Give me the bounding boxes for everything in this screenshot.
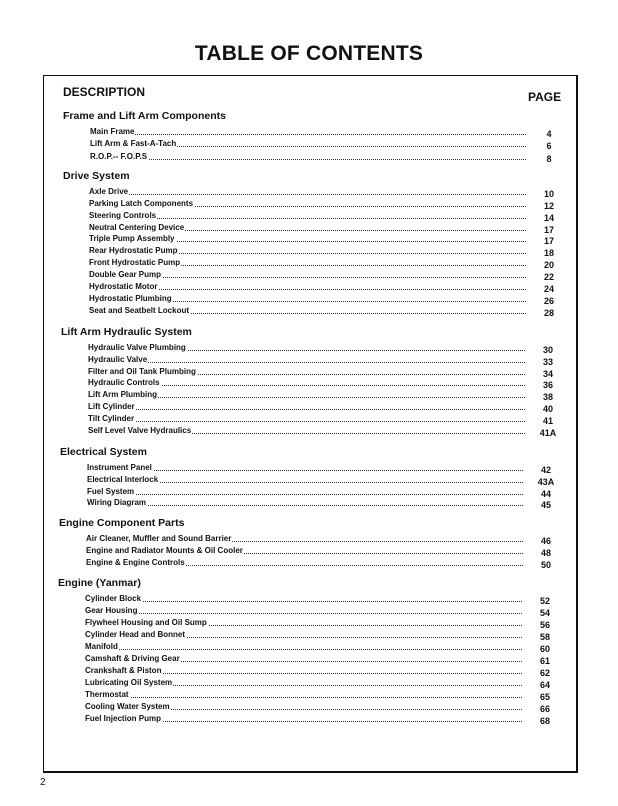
toc-entry [89, 269, 526, 281]
toc-entry [89, 305, 526, 317]
entry-page-number: 58 [539, 631, 550, 642]
toc-entry [88, 389, 525, 401]
entry-page-cell [534, 260, 564, 272]
entry-label: Hydraulic Controls [88, 378, 160, 388]
entry-page-cell [534, 141, 564, 153]
dot-leader [90, 134, 526, 135]
entry-page-number: 34 [542, 368, 553, 379]
section-title: Engine (Yanmar) [58, 577, 141, 589]
entry-label: Lift Arm Plumbing [88, 390, 158, 400]
entry-label: Camshaft & Driving Gear [85, 653, 180, 663]
entry-page-cell [531, 548, 561, 560]
entry-page-cell [530, 716, 560, 728]
toc-entry [89, 293, 526, 305]
entry-page-number: 42 [540, 465, 551, 475]
entry-page-number: 62 [539, 667, 550, 678]
entry-label: Cylinder Head and Bonnet [85, 629, 186, 639]
toc-entry [85, 593, 522, 605]
dot-leader [87, 494, 523, 495]
entry-page-number: 60 [539, 643, 550, 654]
toc-entry [85, 689, 522, 701]
entry-page-cell [533, 357, 563, 369]
entry-page-number: 38 [542, 392, 553, 403]
entry-label: Self Level Valve Hydraulics [88, 425, 192, 435]
entry-page-number: 61 [539, 655, 550, 666]
entry-page-cell [531, 500, 561, 512]
entry-label: Hydrostatic Motor [89, 281, 158, 291]
entry-page-cell [533, 416, 563, 428]
entry-page-cell [530, 644, 560, 656]
entry-label: Front Hydrostatic Pump [89, 258, 181, 268]
entry-label: Lift Arm & Fast-A-Tach [90, 139, 177, 149]
entry-label: Hydraulic Valve [88, 354, 148, 364]
entry-label: Lift Cylinder [88, 402, 135, 411]
section-title: Lift Arm Hydraulic System [61, 326, 192, 338]
entry-label: Fuel System [87, 486, 135, 496]
entry-page-number: 36 [542, 380, 553, 391]
entry-page-number: 28 [543, 307, 554, 318]
entry-page-cell [530, 596, 560, 608]
entry-page-cell [530, 668, 560, 680]
dot-leader [88, 362, 525, 363]
entry-page-number: 41A [539, 427, 557, 438]
entry-page-cell [533, 369, 563, 381]
entry-page-number: 12 [543, 200, 554, 211]
entry-page-cell [534, 248, 564, 260]
entry-page-cell [534, 272, 564, 284]
entry-page-cell [530, 704, 560, 716]
toc-entry [86, 533, 523, 545]
toc-entry [89, 245, 526, 257]
entry-page-number: 20 [543, 260, 554, 271]
entry-page-cell [534, 296, 564, 308]
entry-label: Manifold [85, 641, 118, 651]
toc-entry [88, 377, 525, 389]
toc-entry [86, 557, 523, 569]
toc-entry [88, 401, 525, 413]
entry-page-number: 56 [539, 619, 550, 630]
entry-page-number: 17 [543, 236, 554, 247]
entry-page-number: 14 [543, 212, 554, 223]
entry-page-cell [530, 632, 560, 644]
entry-page-number: 68 [539, 715, 550, 726]
dot-leader [85, 601, 522, 602]
entry-label: Axle Drive [89, 187, 129, 196]
entry-page-number: 65 [539, 691, 550, 702]
entry-page-number: 45 [540, 500, 551, 511]
entry-label: Gear Housing [85, 605, 138, 615]
toc-entry [85, 665, 522, 677]
toc-entry [87, 474, 523, 486]
entry-page-cell [534, 284, 564, 296]
toc-entry [88, 354, 525, 366]
dot-leader [85, 649, 522, 650]
entry-page-number: 22 [543, 271, 554, 282]
entry-label: Fuel Injection Pump [85, 713, 162, 723]
entry-label: Seat and Seatbelt Lockout [89, 305, 190, 315]
dot-leader [85, 697, 522, 698]
toc-entry [88, 413, 525, 425]
entry-label: Rear Hydrostatic Pump [89, 246, 178, 256]
entry-page-cell [534, 189, 564, 201]
entry-page-cell [530, 620, 560, 632]
toc-entry [85, 617, 522, 629]
entry-page-cell [533, 345, 563, 357]
entry-page-number: 41 [542, 415, 553, 426]
entry-page-number: 66 [539, 703, 550, 714]
entry-page-number: 48 [540, 548, 551, 558]
toc-entry [88, 342, 525, 354]
entry-label: Main Frame [90, 127, 135, 136]
toc-entry [85, 713, 522, 725]
entry-label: Flywheel Housing and Oil Sump [85, 617, 207, 627]
entry-page-cell [533, 392, 563, 404]
entry-page-number: 46 [540, 536, 551, 546]
toc-entry [87, 462, 523, 474]
entry-label: Engine and Radiator Mounts & Oil Cooler [86, 546, 243, 555]
dot-leader [89, 194, 526, 195]
entry-page-number: 8 [546, 153, 552, 164]
entry-label: Crankshaft & Piston [85, 665, 162, 675]
entry-label: Engine & Engine Controls [86, 558, 185, 567]
entry-page-cell [531, 560, 561, 572]
toc-entry [85, 701, 522, 713]
entry-page-number: 44 [540, 488, 551, 499]
entry-label: Triple Pump Assembly [89, 234, 175, 244]
toc-entry [89, 222, 526, 234]
toc-entry [89, 281, 526, 293]
dot-leader [87, 505, 523, 506]
toc-entry [87, 486, 523, 498]
entry-page-number: 24 [543, 283, 554, 294]
toc-entry [85, 641, 522, 653]
entry-label: Cylinder Block [85, 594, 142, 603]
entry-page-cell [534, 129, 564, 141]
entry-label: Thermostat [85, 689, 129, 699]
toc-entry [87, 497, 523, 509]
entry-page-number: 33 [542, 356, 553, 367]
section-title: Electrical System [60, 446, 147, 458]
toc-entry [88, 425, 525, 437]
entry-page-number: 17 [543, 224, 554, 235]
dot-leader [85, 613, 522, 614]
entry-page-number: 43A [537, 476, 555, 487]
toc-entry [89, 233, 526, 245]
toc-entry [88, 366, 525, 378]
page-title: TABLE OF CONTENTS [194, 42, 424, 65]
dot-leader [90, 159, 526, 160]
entry-label: Air Cleaner, Muffler and Sound Barrier [86, 534, 232, 543]
section-title: Frame and Lift Arm Components [63, 110, 226, 122]
entry-page-cell [530, 680, 560, 692]
entry-page-cell [530, 692, 560, 704]
toc-entry [90, 126, 526, 138]
entry-page-number: 26 [543, 295, 554, 306]
entry-page-cell [530, 656, 560, 668]
entry-label: Hydrostatic Plumbing [89, 293, 172, 303]
entry-label: Hydraulic Valve Plumbing [88, 343, 186, 352]
toc-entry [86, 545, 523, 557]
entry-page-cell [534, 154, 564, 166]
dot-leader [88, 421, 525, 422]
entry-page-number: 6 [546, 141, 552, 152]
section-title: Drive System [63, 170, 130, 182]
entry-label: Parking Latch Components [89, 198, 194, 208]
entry-page-number: 40 [542, 404, 553, 414]
toc-entry [89, 198, 526, 210]
entry-label: R.O.P.-- F.O.P.S [90, 151, 148, 161]
page-number: 2 [40, 777, 46, 788]
toc-entry [85, 605, 522, 617]
entry-page-cell [531, 465, 561, 477]
entry-page-cell [534, 225, 564, 237]
entry-label: Tilt Cylinder [88, 413, 135, 423]
toc-entry [90, 151, 526, 163]
entry-label: Wiring Diagram [87, 498, 147, 508]
entry-page-number: 64 [539, 679, 550, 690]
entry-page-cell [531, 536, 561, 548]
entry-page-number: 30 [542, 345, 553, 355]
entry-label: Double Gear Pump [89, 269, 162, 279]
entry-page-number: 54 [539, 607, 550, 618]
entry-page-number: 52 [539, 596, 550, 606]
entry-label: Electrical Interlock [87, 474, 159, 484]
entry-page-cell [533, 404, 563, 416]
entry-page-cell [530, 608, 560, 620]
toc-entry [89, 257, 526, 269]
entry-label: Lubricating Oil System [85, 677, 173, 687]
entry-label: Instrument Panel [87, 463, 152, 472]
entry-page-number: 10 [543, 189, 554, 199]
entry-page-cell [534, 308, 564, 320]
entry-page-number: 18 [543, 248, 554, 259]
entry-page-cell [533, 380, 563, 392]
entry-page-number: 50 [540, 560, 551, 570]
entry-page-number: 4 [546, 129, 552, 139]
entry-label: Neutral Centering Device [89, 222, 185, 232]
description-header: DESCRIPTION [63, 85, 146, 99]
toc-entry [90, 138, 526, 150]
entry-page-cell [531, 477, 561, 489]
dot-leader [88, 409, 525, 410]
entry-label: Filter and Oil Tank Plumbing [88, 366, 196, 376]
entry-page-cell [533, 428, 563, 440]
toc-entry [89, 186, 526, 198]
section-title: Engine Component Parts [59, 517, 185, 529]
entry-page-cell [534, 236, 564, 248]
page-header: PAGE [528, 90, 562, 104]
entry-page-cell [534, 213, 564, 225]
toc-entry [89, 210, 526, 222]
entry-page-cell [531, 489, 561, 501]
entry-label: Cooling Water System [85, 701, 170, 711]
entry-label: Steering Controls [89, 210, 157, 220]
toc-entry [85, 629, 522, 641]
toc-entry [85, 677, 522, 689]
toc-entry [85, 653, 522, 665]
entry-page-cell [534, 201, 564, 213]
